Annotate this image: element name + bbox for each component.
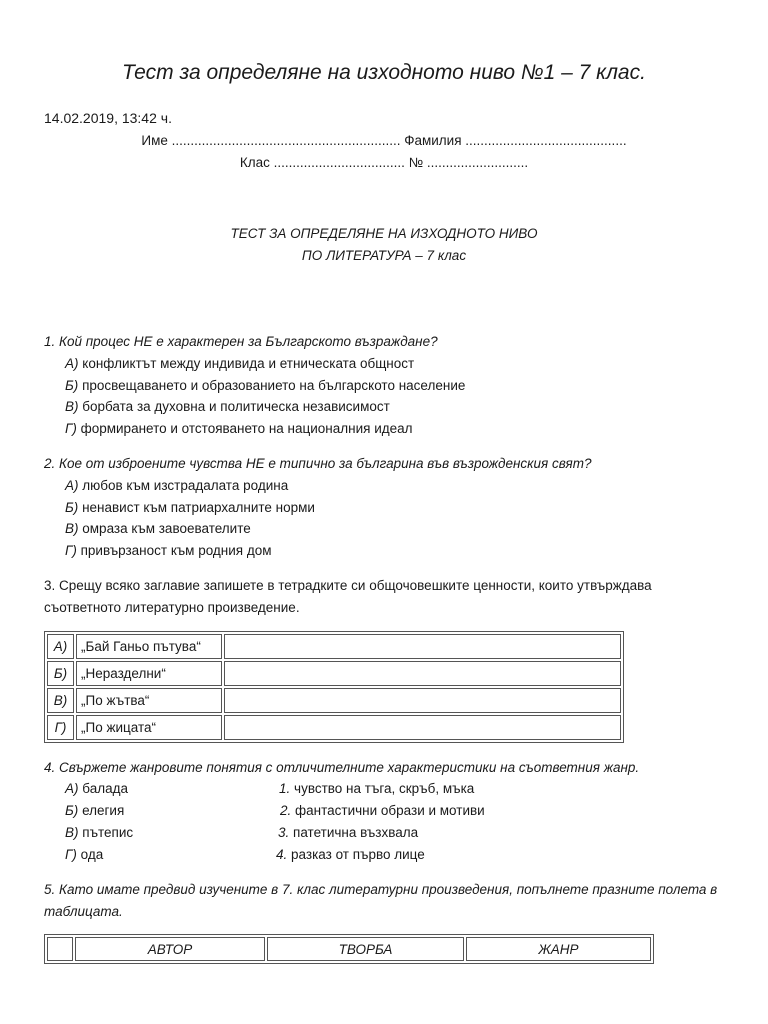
authors-table — [44, 934, 654, 964]
test-subheading: ПО ЛИТЕРАТУРА – 7 клас — [301, 248, 467, 263]
answer-cell[interactable] — [224, 661, 621, 686]
question-3-line-1: 3. Срещу всяко заглавие запишете в тетрадките си общочовешките ценности, които утвърждава — [44, 578, 652, 593]
q1-option-c: В) борбата за духовна и политическа независимост — [65, 399, 390, 414]
q4-genre-a: А) балада — [65, 781, 128, 796]
q1-option-b: Б) просвещаването и образованието на българското население — [65, 378, 466, 393]
table-row — [47, 634, 621, 659]
row-letter: А) — [47, 634, 74, 659]
table-row — [47, 715, 621, 740]
header-author: АВТОР — [75, 937, 265, 961]
test-heading: ТЕСТ ЗА ОПРЕДЕЛЯНЕ НА ИЗХОДНОТО НИВО — [230, 226, 538, 241]
work-title: „Неразделни“ — [76, 661, 222, 686]
question-2: 2. Кое от изброените чувства НЕ е типично за българина във възрожденския свят? — [44, 456, 592, 471]
answer-cell[interactable] — [224, 688, 621, 713]
class-field-line: Клас ................................... № ........................... — [239, 155, 529, 170]
question-5-line-2: таблицата. — [44, 904, 123, 919]
q4-trait-2: 2. фантастични образи и мотиви — [280, 803, 485, 818]
row-letter: Б) — [47, 661, 74, 686]
q4-genre-d: Г) ода — [65, 847, 104, 862]
name-field-line: Име ............................................................. Фамилия ........................................... — [141, 133, 627, 148]
q2-option-c: В) омраза към завоевателите — [65, 521, 251, 536]
answer-cell[interactable] — [224, 715, 621, 740]
q4-genre-b: Б) елегия — [65, 803, 125, 818]
page-title: Тест за определяне на изходното ниво №1 – 7 клас. — [122, 61, 646, 84]
values-table — [44, 631, 624, 743]
question-1: 1. Кой процес НЕ е характерен за Българското възраждане? — [44, 334, 438, 349]
q2-option-d: Г) привързаност към родния дом — [65, 543, 272, 558]
q4-genre-c: В) пътепис — [65, 825, 134, 840]
work-title: „По жицата“ — [76, 715, 222, 740]
q2-option-b: Б) ненавист към патриархалните норми — [65, 500, 315, 515]
table-row — [47, 661, 621, 686]
date-line: 14.02.2019, 13:42 ч. — [44, 110, 172, 126]
q4-trait-3: 3. патетична възхвала — [278, 825, 419, 840]
q4-trait-4: 4. разказ от първо лице — [276, 847, 425, 862]
q2-option-a: А) любов към изстрадалата родина — [65, 478, 289, 493]
table-header-row — [47, 937, 651, 961]
answer-cell[interactable] — [224, 634, 621, 659]
question-3-line-2: съответното литературно произведение. — [44, 600, 300, 615]
work-title: „По жътва“ — [76, 688, 222, 713]
header-genre: ЖАНР — [466, 937, 651, 961]
question-4: 4. Свържете жанровите понятия с отличителните характеристики на съответния жанр. — [44, 760, 640, 775]
row-letter: В) — [47, 688, 74, 713]
q1-option-d: Г) формирането и отстояването на националния идеал — [65, 421, 413, 436]
table-row — [47, 688, 621, 713]
question-5-line-1: 5. Като имате предвид изучените в 7. клас литературни произведения, попълнете празните полета в — [44, 882, 718, 897]
work-title: „Бай Ганьо пътува“ — [76, 634, 222, 659]
row-letter: Г) — [47, 715, 74, 740]
q1-option-a: А) конфликтът между индивида и етническата общност — [65, 356, 415, 371]
header-number — [47, 937, 73, 961]
q4-trait-1: 1. чувство на тъга, скръб, мъка — [279, 781, 475, 796]
header-work: ТВОРБА — [267, 937, 464, 961]
